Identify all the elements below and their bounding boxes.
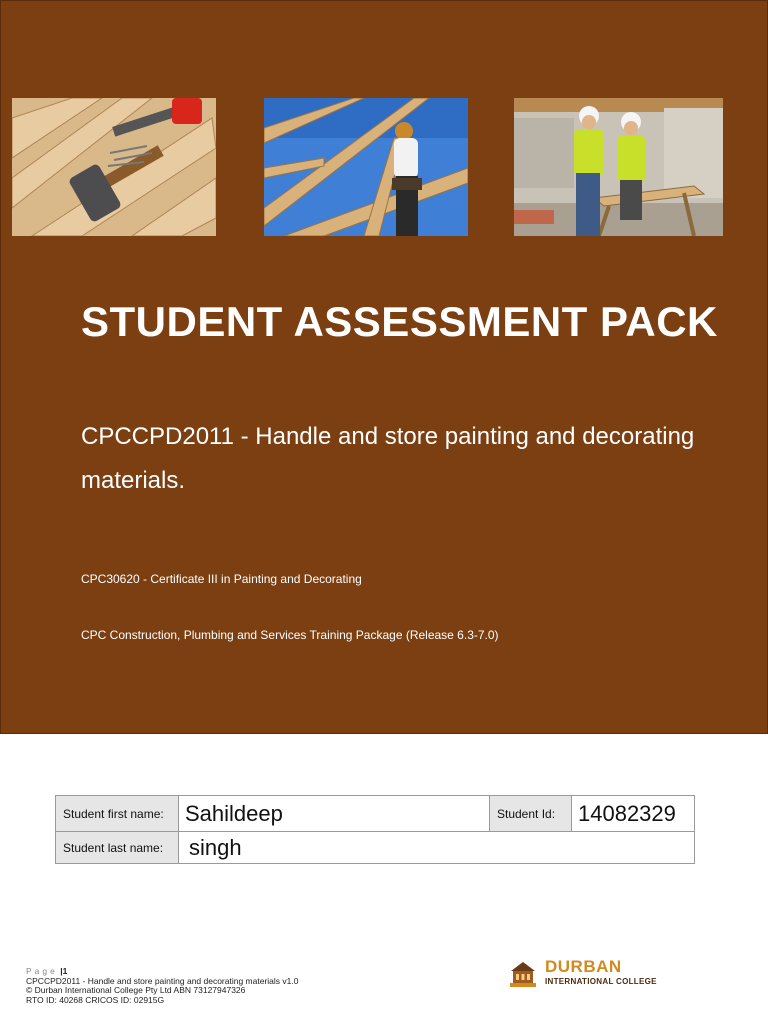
training-package-text: CPC Construction, Plumbing and Services Training Package (Release 6.3-7.0): [81, 628, 499, 642]
two-builders-measuring-photo: [514, 98, 723, 236]
page-indicator: Page |1: [26, 966, 68, 976]
student-id-field[interactable]: 14082329: [572, 796, 695, 832]
student-details-table: [55, 795, 695, 864]
logo-subtitle-text: INTERNATIONAL COLLEGE: [545, 977, 657, 986]
table-row: [56, 796, 695, 832]
last-name-field[interactable]: singh: [179, 832, 695, 864]
last-name-label: Student last name:: [56, 832, 179, 864]
college-logo: [508, 957, 668, 991]
roof-framing-worker-photo: [264, 98, 468, 236]
qualification-text: CPC30620 - Certificate III in Painting and Decorating: [81, 572, 362, 586]
footer-line: © Durban International College Pty Ltd ABN 73127947326: [26, 985, 246, 995]
unit-title: CPCCPD2011 - Handle and store painting and decorating materials.: [81, 423, 695, 494]
footer-line: CPCCPD2011 - Handle and store painting and decorating materials v1.0: [26, 975, 299, 986]
page-number: 1: [62, 966, 68, 976]
table-row: [56, 832, 695, 864]
first-name-field[interactable]: Sahildeep: [179, 796, 490, 832]
logo-brand-text: DURBAN: [545, 957, 622, 976]
student-id-label: Student Id:: [490, 796, 572, 832]
document-title: STUDENT ASSESSMENT PACK: [81, 298, 718, 345]
footer-line: RTO ID: 40268 CRICOS ID: 02915G: [26, 994, 165, 1005]
page-footer: [26, 967, 298, 1005]
hammer-and-timber-photo: [12, 98, 216, 236]
first-name-label: Student first name:: [56, 796, 179, 832]
college-crest-icon: [508, 959, 538, 989]
page-label: Page: [26, 966, 58, 976]
